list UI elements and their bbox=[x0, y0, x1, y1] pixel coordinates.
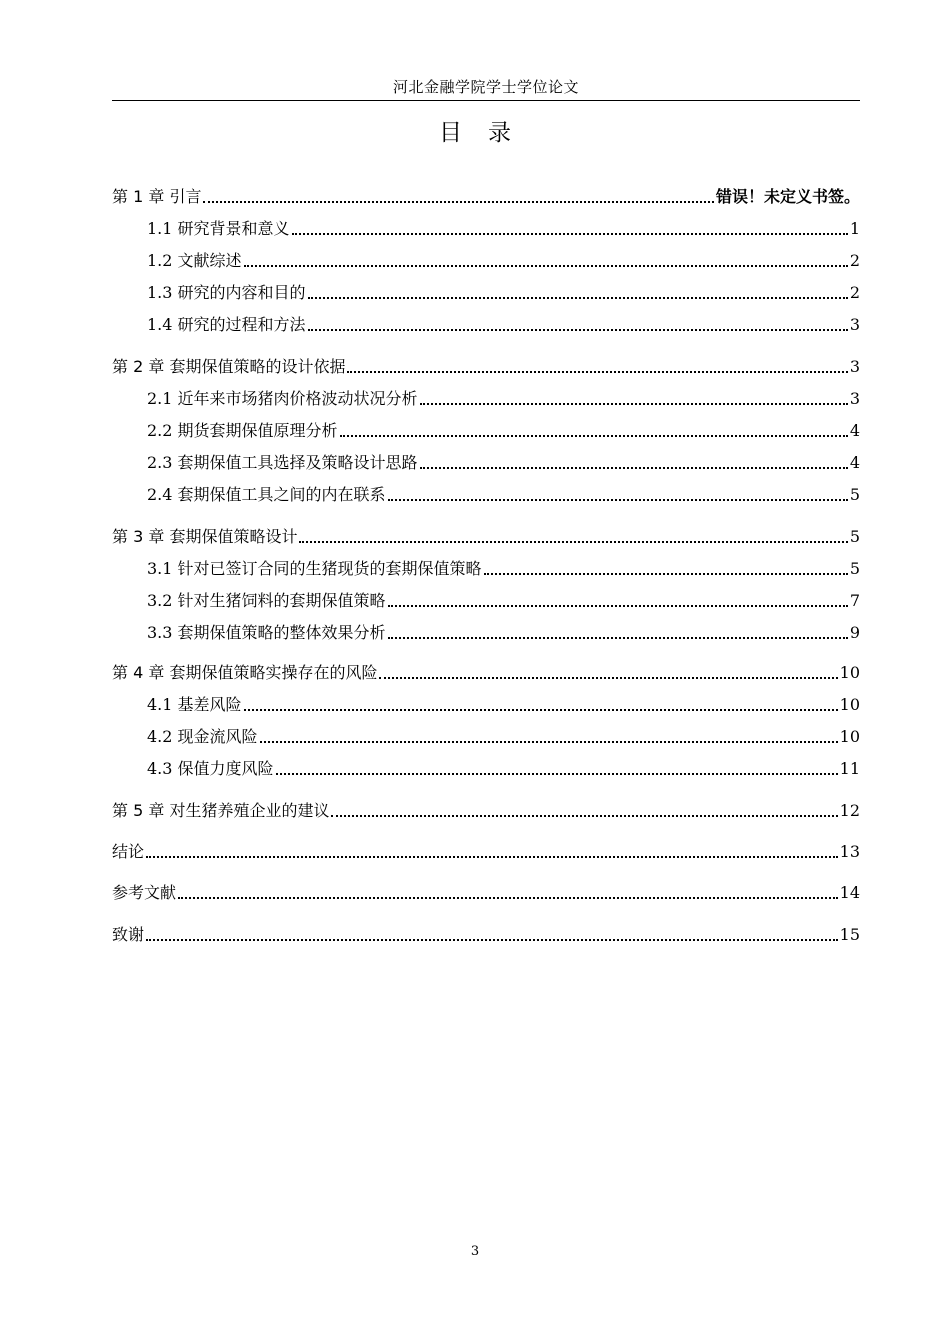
toc-entry-label: 第 5 章 对生猪养殖企业的建议 bbox=[112, 801, 330, 820]
page-number: 3 bbox=[470, 1244, 480, 1259]
toc-section-entry[interactable] bbox=[147, 216, 860, 240]
toc-entry-label: 第 1 章 引言 bbox=[112, 187, 202, 206]
page-header: 河北金融学院学士学位论文 bbox=[392, 78, 579, 96]
toc-dot-leader bbox=[276, 773, 838, 775]
toc-entry-label: 3.2 针对生猪饲料的套期保值策略 bbox=[147, 591, 386, 610]
toc-entry-label: 致谢 bbox=[112, 925, 145, 944]
toc-dot-leader bbox=[292, 233, 848, 235]
toc-entry-label: 1.1 研究背景和意义 bbox=[147, 219, 290, 238]
toc-entry-page: 13 bbox=[839, 842, 860, 861]
toc-entry-label: 3.3 套期保值策略的整体效果分析 bbox=[147, 623, 386, 642]
toc-dot-leader bbox=[331, 815, 837, 817]
toc-dot-leader bbox=[203, 201, 714, 203]
toc-entry-page: 9 bbox=[849, 623, 860, 642]
toc-dot-leader bbox=[178, 897, 838, 899]
toc-section-entry[interactable] bbox=[147, 312, 860, 336]
toc-dot-leader bbox=[388, 499, 848, 501]
toc-entry-label: 3.1 针对已签订合同的生猪现货的套期保值策略 bbox=[147, 559, 482, 578]
toc-entry-page: 2 bbox=[849, 283, 860, 302]
toc-dot-leader bbox=[420, 403, 848, 405]
toc-chapter-entry[interactable] bbox=[112, 354, 860, 378]
toc-entry-page: 3 bbox=[849, 389, 860, 408]
toc-section-entry[interactable] bbox=[147, 450, 860, 474]
toc-dot-leader bbox=[347, 371, 847, 373]
toc-entry-page: 错误！未定义书签。 bbox=[715, 187, 860, 206]
toc-entry-label: 2.4 套期保值工具之间的内在联系 bbox=[147, 485, 386, 504]
toc-entry-label: 2.3 套期保值工具选择及策略设计思路 bbox=[147, 453, 418, 472]
toc-entry-page: 3 bbox=[849, 315, 860, 334]
toc-entry-page: 2 bbox=[849, 251, 860, 270]
toc-entry-page: 4 bbox=[849, 421, 860, 440]
toc-entry-label: 第 3 章 套期保值策略设计 bbox=[112, 527, 298, 546]
toc-section-entry[interactable] bbox=[147, 418, 860, 442]
toc-entry-page: 12 bbox=[839, 801, 860, 820]
toc-entry-page: 5 bbox=[849, 559, 860, 578]
toc-section-entry[interactable] bbox=[147, 556, 860, 580]
toc-dot-leader bbox=[260, 741, 838, 743]
toc-section-entry[interactable] bbox=[147, 248, 860, 272]
toc-entry-label: 2.2 期货套期保值原理分析 bbox=[147, 421, 338, 440]
toc-entry-page: 10 bbox=[839, 663, 860, 682]
toc-section-entry[interactable] bbox=[147, 280, 860, 304]
toc-chapter-entry[interactable] bbox=[112, 184, 860, 208]
toc-section-entry[interactable] bbox=[147, 588, 860, 612]
toc-entry-label: 第 4 章 套期保值策略实操存在的风险 bbox=[112, 663, 378, 682]
toc-dot-leader bbox=[308, 329, 848, 331]
toc-dot-leader bbox=[388, 605, 848, 607]
toc-chapter-entry[interactable] bbox=[112, 524, 860, 548]
toc-entry-page: 5 bbox=[849, 527, 860, 546]
toc-section-entry[interactable] bbox=[147, 620, 860, 644]
toc-chapter-entry[interactable] bbox=[112, 922, 860, 946]
toc-dot-leader bbox=[420, 467, 848, 469]
toc-dot-leader bbox=[146, 856, 838, 858]
toc-chapter-entry[interactable] bbox=[112, 660, 860, 684]
toc-entry-page: 7 bbox=[849, 591, 860, 610]
toc-entry-page: 1 bbox=[849, 219, 860, 238]
toc-entry-label: 第 2 章 套期保值策略的设计依据 bbox=[112, 357, 346, 376]
toc-entry-label: 1.3 研究的内容和目的 bbox=[147, 283, 306, 302]
toc-entry-label: 结论 bbox=[112, 842, 145, 861]
toc-chapter-entry[interactable] bbox=[112, 880, 860, 904]
toc-dot-leader bbox=[308, 297, 848, 299]
toc-entry-label: 2.1 近年来市场猪肉价格波动状况分析 bbox=[147, 389, 418, 408]
toc-entry-label: 4.3 保值力度风险 bbox=[147, 759, 274, 778]
toc-entry-label: 4.2 现金流风险 bbox=[147, 727, 258, 746]
toc-dot-leader bbox=[379, 677, 837, 679]
toc-section-entry[interactable] bbox=[147, 756, 860, 780]
toc-dot-leader bbox=[244, 265, 848, 267]
toc-entry-page: 4 bbox=[849, 453, 860, 472]
toc-entry-page: 3 bbox=[849, 357, 860, 376]
toc-section-entry[interactable] bbox=[147, 692, 860, 716]
toc-chapter-entry[interactable] bbox=[112, 798, 860, 822]
toc-chapter-entry[interactable] bbox=[112, 839, 860, 863]
toc-section-entry[interactable] bbox=[147, 724, 860, 748]
toc-dot-leader bbox=[388, 637, 848, 639]
toc-section-entry[interactable] bbox=[147, 482, 860, 506]
toc-title: 目录 bbox=[439, 120, 537, 146]
toc-dot-leader bbox=[484, 573, 848, 575]
toc-entry-label: 4.1 基差风险 bbox=[147, 695, 242, 714]
toc-entry-page: 5 bbox=[849, 485, 860, 504]
toc-entry-label: 参考文献 bbox=[112, 883, 177, 902]
toc-entry-page: 11 bbox=[839, 759, 860, 778]
toc-entry-label: 1.4 研究的过程和方法 bbox=[147, 315, 306, 334]
toc-entry-page: 10 bbox=[839, 727, 860, 746]
toc-section-entry[interactable] bbox=[147, 386, 860, 410]
toc-dot-leader bbox=[244, 709, 838, 711]
toc-entry-page: 15 bbox=[839, 925, 860, 944]
toc-dot-leader bbox=[340, 435, 848, 437]
toc-dot-leader bbox=[299, 541, 847, 543]
toc-entry-page: 10 bbox=[839, 695, 860, 714]
toc-entry-page: 14 bbox=[839, 883, 860, 902]
toc-entry-label: 1.2 文献综述 bbox=[147, 251, 242, 270]
toc-dot-leader bbox=[146, 939, 838, 941]
